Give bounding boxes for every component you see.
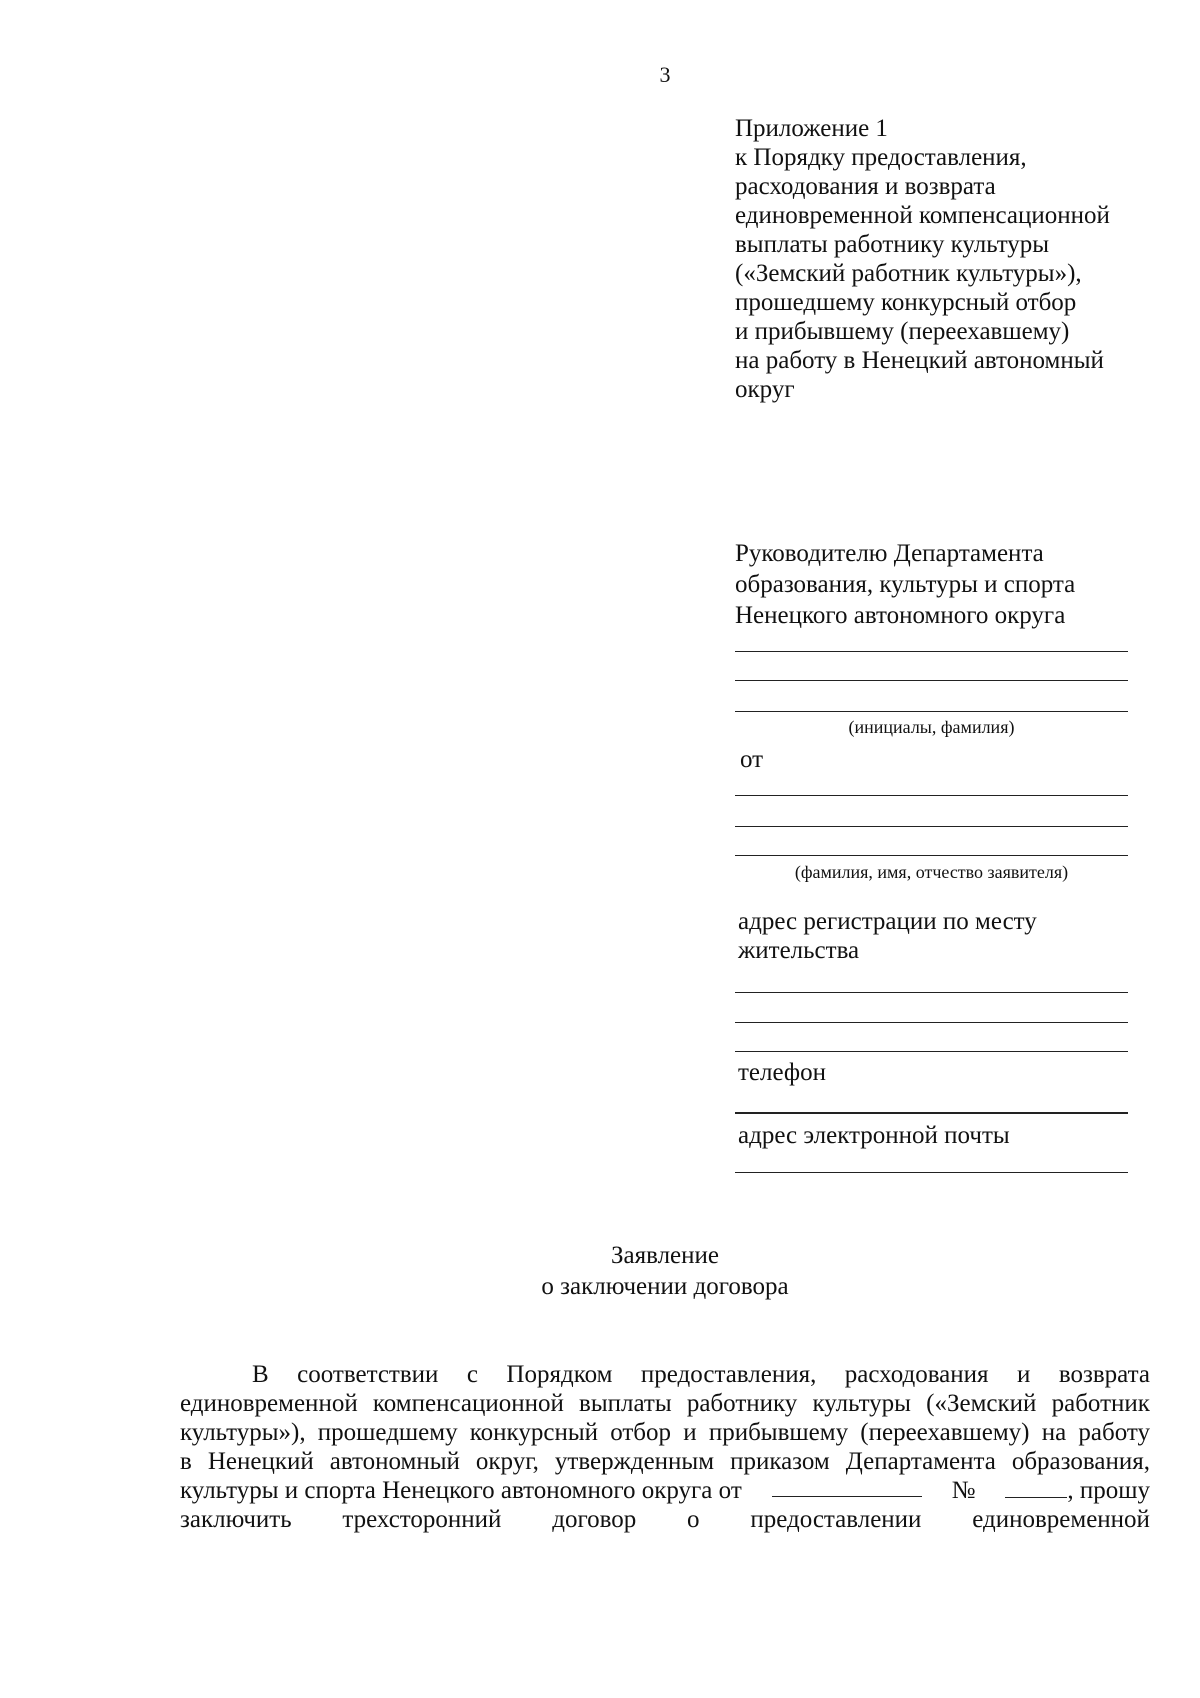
appendix-line: прошедшему конкурсный отбор <box>735 289 1077 316</box>
applicant-blank-line-1[interactable] <box>735 795 1128 796</box>
body-line-2 <box>180 1389 1150 1418</box>
word: единовременной <box>972 1506 1150 1533</box>
word: работник <box>1051 1390 1150 1417</box>
word: конкурсный <box>469 1419 598 1446</box>
body-line-3 <box>180 1418 1150 1447</box>
applicant-blank-line-2[interactable] <box>735 826 1128 827</box>
appendix-line: округ <box>735 376 795 403</box>
word: единовременной <box>180 1390 358 1417</box>
word: образования, <box>1011 1448 1150 1475</box>
appendix-line: к Порядку предоставления, <box>735 144 1027 171</box>
initials-caption: (инициалы, фамилия) <box>848 717 1015 737</box>
word: отбор <box>610 1419 672 1446</box>
address-blank-line-3[interactable] <box>735 1051 1128 1052</box>
word: соответствии <box>297 1361 439 1388</box>
address-blank-line-2[interactable] <box>735 1022 1128 1023</box>
applicant-caption: (фамилия, имя, отчество заявителя) <box>794 862 1069 882</box>
word: на <box>1041 1419 1067 1446</box>
addressee-line: Руководителю Департамента <box>735 540 1044 567</box>
word: предоставления, <box>640 1361 817 1388</box>
body-line-6 <box>180 1505 1150 1534</box>
word: предоставлении <box>750 1506 922 1533</box>
applicant-blank-line-3[interactable] <box>735 855 1128 856</box>
order-number-group <box>1005 1476 1150 1505</box>
body-line-1 <box>180 1360 1150 1389</box>
word: прибывшему <box>708 1419 849 1446</box>
word: культуры»), <box>180 1419 306 1446</box>
word: округ, <box>475 1448 539 1475</box>
address-label-line-1: адрес регистрации по месту <box>738 908 1037 935</box>
word: трехсторонний <box>342 1506 502 1533</box>
body-line-5-start: культуры и спорта Ненецкого автономного округа от <box>180 1477 742 1504</box>
word: В <box>252 1361 269 1388</box>
title-line-2: о заключении договора <box>541 1273 789 1300</box>
addressee-line: Ненецкого автономного округа <box>735 602 1066 629</box>
word: работу <box>1078 1419 1150 1446</box>
recipient-blank-line-1[interactable] <box>735 651 1128 652</box>
appendix-line: («Земский работник культуры»), <box>735 260 1082 287</box>
addressee-line: образования, культуры и спорта <box>735 571 1076 598</box>
address-blank-line-1[interactable] <box>735 992 1128 993</box>
word: утвержденным <box>554 1448 715 1475</box>
body-paragraph <box>180 1360 1150 1534</box>
word: о <box>687 1506 700 1533</box>
number-sign: № <box>951 1477 976 1504</box>
body-line-4 <box>180 1447 1150 1476</box>
word: Департамента <box>845 1448 996 1475</box>
address-label-line-2: жительства <box>738 937 860 964</box>
word: заключить <box>180 1506 292 1533</box>
appendix-line: Приложение 1 <box>735 115 888 142</box>
word: автономный <box>329 1448 460 1475</box>
document-title <box>0 1240 1200 1302</box>
appendix-line: расходования и возврата <box>735 173 996 200</box>
word: приказом <box>730 1448 830 1475</box>
word: в <box>180 1448 192 1475</box>
body-line-5-end: , прошу <box>1067 1477 1150 1504</box>
word: культуры <box>812 1390 911 1417</box>
order-date-blank[interactable] <box>772 1476 922 1497</box>
word: с <box>466 1361 478 1388</box>
from-label: от <box>740 746 764 773</box>
appendix-line: и прибывшему (переехавшему) <box>735 318 1070 345</box>
word: (переехавшему) <box>860 1419 1030 1446</box>
phone-blank-line[interactable] <box>735 1112 1128 1114</box>
word: компенсационной <box>372 1390 564 1417</box>
word: прошедшему <box>317 1419 458 1446</box>
appendix-line: единовременной компенсационной <box>735 202 1110 229</box>
appendix-line: на работу в Ненецкий автономный <box>735 347 1104 374</box>
word: работнику <box>686 1390 798 1417</box>
word: возврата <box>1058 1361 1150 1388</box>
page-number: 3 <box>659 62 671 87</box>
title-line-1: Заявление <box>610 1242 720 1269</box>
word: Ненецкий <box>207 1448 314 1475</box>
word: Порядком <box>506 1361 613 1388</box>
word: и <box>1017 1361 1031 1388</box>
order-number-blank[interactable] <box>1005 1477 1067 1498</box>
addressee-block <box>735 538 1165 631</box>
recipient-blank-line-2[interactable] <box>735 680 1128 681</box>
email-blank-line[interactable] <box>735 1172 1128 1173</box>
word: и <box>683 1419 697 1446</box>
word: расходования <box>844 1361 989 1388</box>
recipient-blank-line-3[interactable] <box>735 711 1128 712</box>
word: договор <box>552 1506 637 1533</box>
phone-label: телефон <box>738 1059 826 1086</box>
word: выплаты <box>579 1390 672 1417</box>
email-label: адрес электронной почты <box>738 1122 1010 1149</box>
body-line-5 <box>180 1476 1150 1505</box>
appendix-header <box>735 114 1165 404</box>
appendix-line: выплаты работнику культуры <box>735 231 1050 258</box>
word: («Земский <box>926 1390 1037 1417</box>
